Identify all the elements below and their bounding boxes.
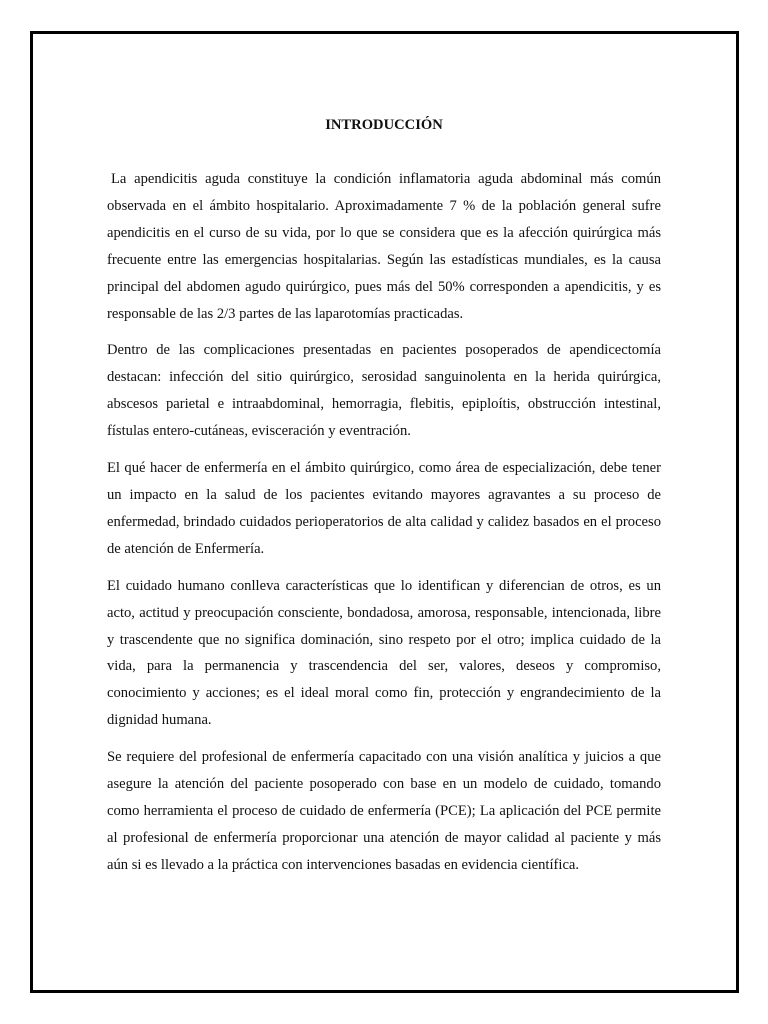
paragraph-2: Dentro de las complicaciones presentadas en pacientes posoperados de apendicectomía destacan: infección del sitio quirúrgico, serosidad sanguinolenta en la herida quirúrgica, abscesos parietal e intraabdominal, hemorragia, flebitis, epiploítis, obstrucción intestinal, fístulas entero-cutáneas, evisceración y eventración. xyxy=(107,342,661,440)
paragraph-3: El qué hacer de enfermería en el ámbito quirúrgico, como área de especialización, debe tener un impacto en la salud de los pacientes evitando mayores agravantes a su proceso de enfermedad, brindado cuidados perioperatorios de alta calidad y calidez basados en el proceso de atención de Enfermería. xyxy=(107,460,661,557)
paragraph-1: La apendicitis aguda constituye la condición inflamatoria aguda abdominal más común observada en el ámbito hospitalario. Aproximadamente 7 % de la población general sufre apendicitis en el curso de su vida, por lo que se considera que es la afección quirúrgica más frecuente entre las emergencias hospitalarias. Según las estadísticas mundiales, es la causa principal del abdomen agudo quirúrgico, pues más del 50% corresponden a apendicitis, y es responsable de las 2/3 partes de las laparotomías practicadas. xyxy=(107,171,661,322)
paragraph-4: El cuidado humano conlleva características que lo identifican y diferencian de otros, es un acto, actitud y preocupación consciente, bondadosa, amorosa, responsable, intencionada, libre y trascendente que no significa dominación, sino respeto por el otro; implica cuidado de la vida, para la permanencia y trascendencia del ser, valores, deseos y compromiso, conocimiento y acciones; es el ideal moral como fin, protección y engrandecimiento de la dignidad humana. xyxy=(107,577,661,729)
document-body xyxy=(107,112,661,889)
document-title: INTRODUCCIÓN xyxy=(325,117,443,133)
paragraph-5: Se requiere del profesional de enfermería capacitado con una visión analítica y juicios a que asegure la atención del paciente posoperado con base en un modelo de cuidado, tomando como herramienta el proceso de cuidado de enfermería (PCE); La aplicación del PCE permite al profesional de enfermería proporcionar una atención de mayor calidad al paciente y más aún si es llevado a la práctica con intervenciones basadas en evidencia científica. xyxy=(107,749,661,873)
